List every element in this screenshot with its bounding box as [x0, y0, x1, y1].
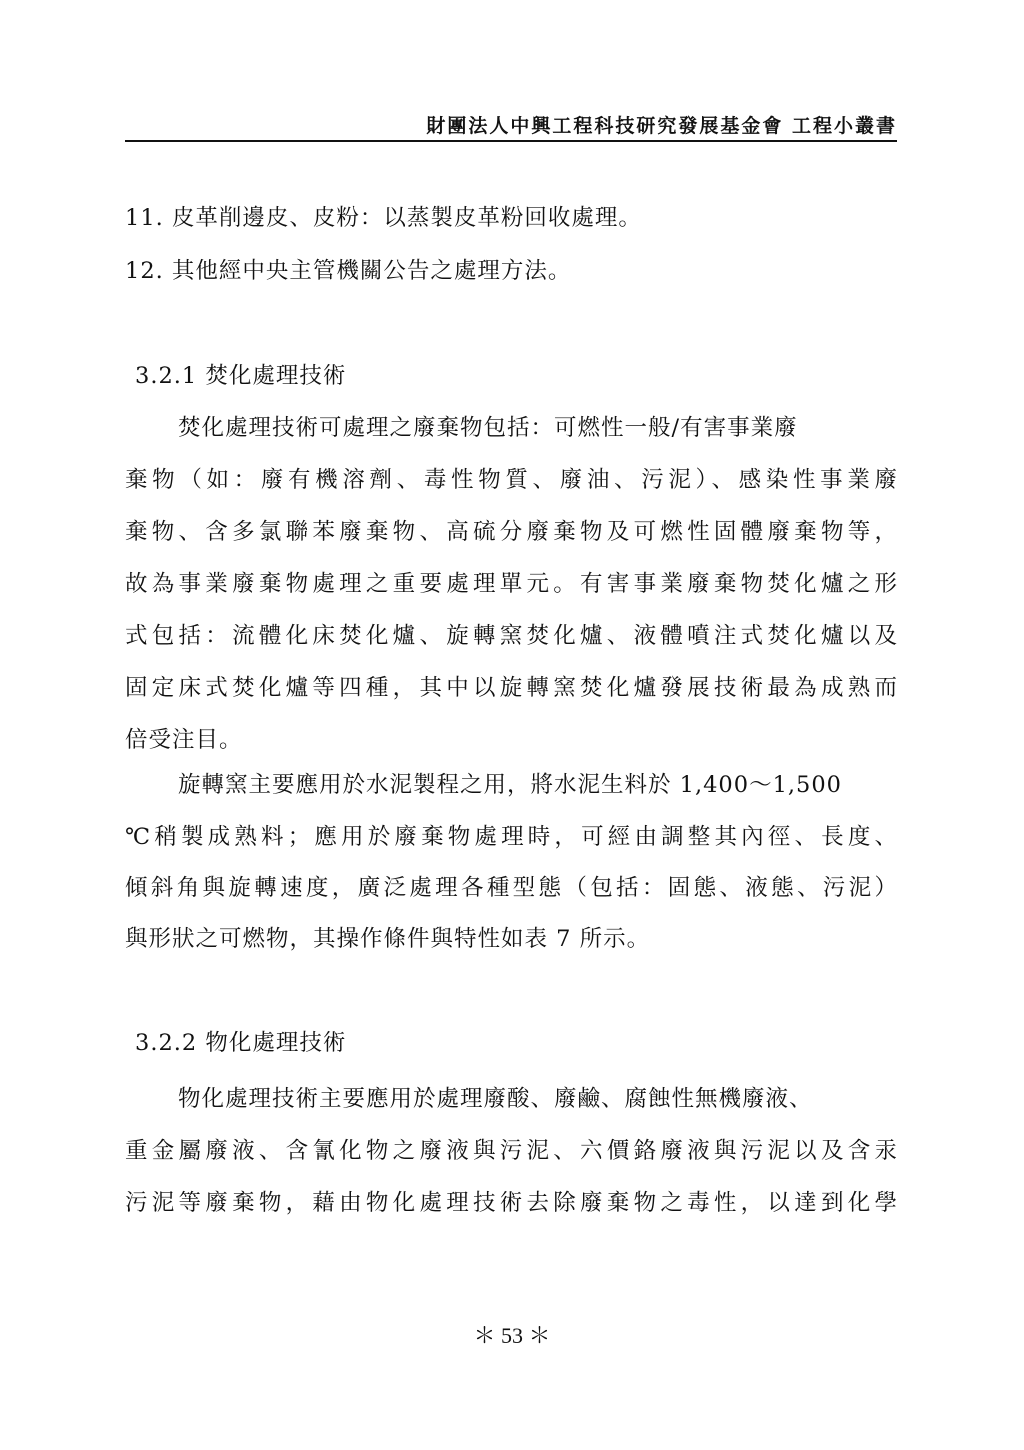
paragraph-line: 棄物、含多氯聯苯廢棄物、高硫分廢棄物及可燃性固體廢棄物等，	[125, 519, 897, 545]
paragraph-line: 焚化處理技術可處理之廢棄物包括：可燃性一般/有害事業廢	[178, 415, 798, 441]
paragraph-line: 故為事業廢棄物處理之重要處理單元。有害事業廢棄物焚化爐之形	[125, 571, 897, 597]
paragraph-line: 重金屬廢液、含氰化物之廢液與污泥、六價鉻廢液與污泥以及含汞	[125, 1138, 897, 1164]
paragraph-line: 棄物（如：廢有機溶劑、毒性物質、廢油、污泥）、感染性事業廢	[125, 467, 897, 493]
section-heading-3-2-1: 3.2.1 焚化處理技術	[135, 363, 347, 389]
paragraph-line: 污泥等廢棄物，藉由物化處理技術去除廢棄物之毒性，以達到化學	[125, 1190, 897, 1216]
paragraph-line: 式包括：流體化床焚化爐、旋轉窯焚化爐、液體噴注式焚化爐以及	[125, 623, 897, 649]
section-heading-3-2-2: 3.2.2 物化處理技術	[135, 1030, 347, 1056]
running-header: 財團法人中興工程科技研究發展基金會 工程小叢書	[426, 115, 897, 137]
paragraph-line: 旋轉窯主要應用於水泥製程之用，將水泥生料於 1,400～1,500	[178, 772, 842, 798]
page-number: ＊ 53 ＊	[473, 1323, 551, 1348]
list-item: 11. 皮革削邊皮、皮粉：以蒸製皮革粉回收處理。	[125, 205, 642, 231]
paragraph-line: 傾斜角與旋轉速度，廣泛處理各種型態（包括：固態、液態、污泥）	[125, 875, 897, 901]
paragraph-line: ℃稍製成熟料；應用於廢棄物處理時，可經由調整其內徑、長度、	[125, 824, 897, 850]
paragraph-line: 物化處理技術主要應用於處理廢酸、廢鹼、腐蝕性無機廢液、	[178, 1086, 813, 1112]
paragraph-line: 與形狀之可燃物，其操作條件與特性如表 7 所示。	[125, 926, 651, 952]
paragraph-line: 固定床式焚化爐等四種，其中以旋轉窯焚化爐發展技術最為成熟而	[125, 675, 897, 701]
paragraph-line: 倍受注目。	[125, 727, 243, 753]
list-item: 12. 其他經中央主管機關公告之處理方法。	[125, 258, 572, 284]
header-divider	[125, 140, 897, 142]
